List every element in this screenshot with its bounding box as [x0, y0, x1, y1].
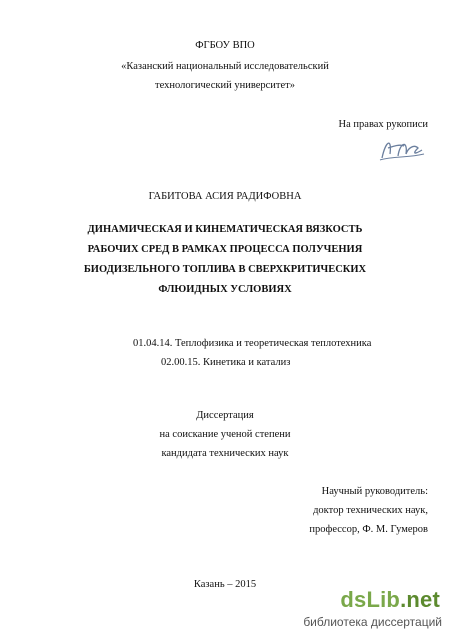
degree-line-2: на соискание ученой степени: [159, 429, 291, 440]
title-line: ФЛЮИДНЫХ УСЛОВИЯХ: [158, 284, 292, 295]
specialty-2: 02.00.15. Кинетика и катализ: [161, 357, 291, 368]
watermark[interactable]: [292, 587, 450, 637]
university-line-1: «Казанский национальный исследовательский: [121, 61, 329, 72]
dissertation-title: [0, 220, 450, 300]
rights-notice: На правах рукописи: [338, 119, 428, 130]
supervisor-name: профессор, Ф. М. Гумеров: [309, 524, 428, 535]
title-line: ДИНАМИЧЕСКАЯ И КИНЕМАТИЧЕСКАЯ ВЯЗКОСТЬ: [87, 224, 363, 235]
title-line: БИОДИЗЕЛЬНОГО ТОПЛИВА В СВЕРХКРИТИЧЕСКИХ: [83, 264, 367, 275]
supervisor-degree: доктор технических наук,: [313, 505, 428, 516]
degree-line-3: кандидата технических наук: [161, 448, 289, 459]
degree-line-1: Диссертация: [196, 410, 254, 421]
signature-image: [378, 134, 426, 164]
university-line-2: технологический университет»: [155, 80, 295, 91]
organization-name: ФГБОУ ВПО: [195, 40, 255, 51]
watermark-logo-part2: .net: [400, 587, 440, 612]
specialty-1: 01.04.14. Теплофизика и теоретическая теплотехника: [133, 338, 372, 349]
city-year: Казань – 2015: [193, 579, 257, 590]
watermark-logo: [340, 587, 440, 613]
author-name: ГАБИТОВА АСИЯ РАДИФОВНА: [148, 191, 302, 202]
title-line: РАБОЧИХ СРЕД В РАМКАХ ПРОЦЕССА ПОЛУЧЕНИЯ: [87, 244, 363, 255]
watermark-subtitle: библиотека диссертаций: [303, 615, 442, 629]
watermark-logo-part1: dsLib: [340, 587, 401, 612]
supervisor-label: Научный руководитель:: [321, 486, 428, 497]
